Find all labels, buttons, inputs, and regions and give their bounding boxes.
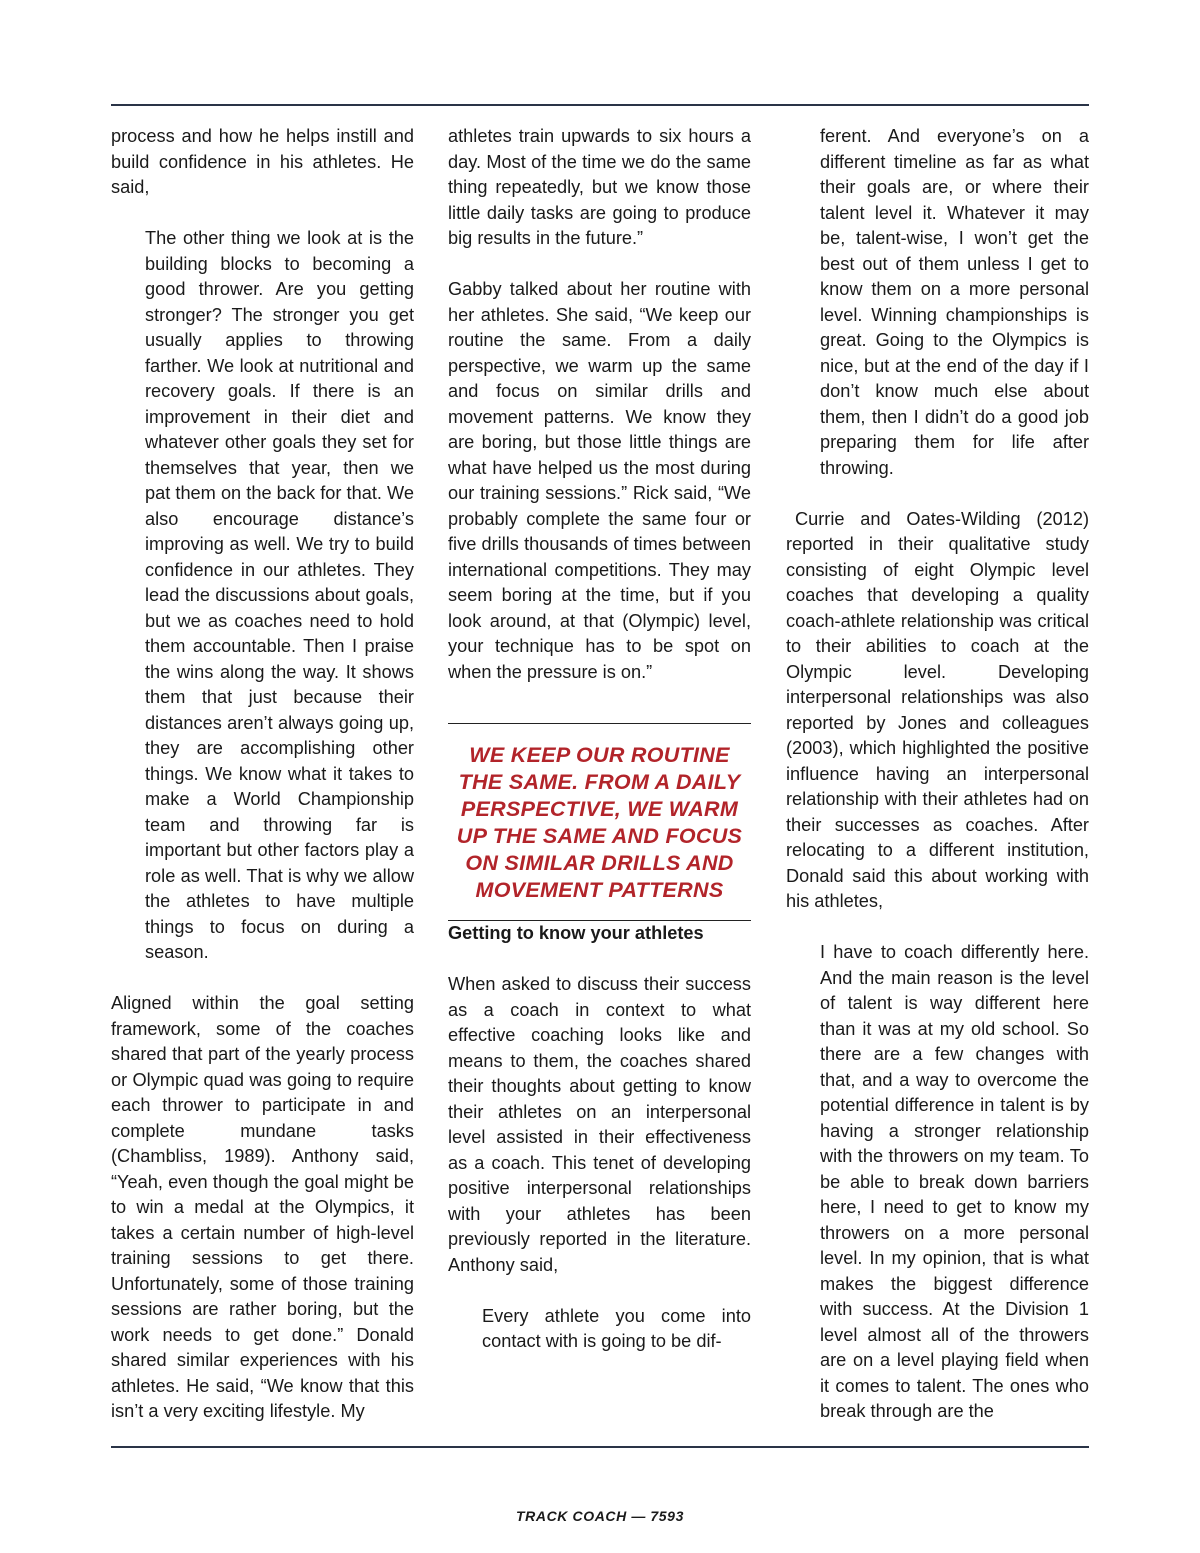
continuation-paragraph: athletes train upwards to six hours a day. Most of the time we do the same thing repeatedly, but we know those little daily tasks are going to produce big results in the future.” [448,126,751,248]
block-quote: I have to coach differently here. And the main reason is the level of talent is way different here than it was at my old school. So there are a few changes with that, and a way to overcome the potential difference in talent is by having a stronger relationship with the throwers on my team. To be able to break down barriers here, I need to get to know my throwers on a more personal level. In my opinion, that is what makes the biggest difference with success. At the Division 1 level almost all of the throwers are on a level playing field when it comes to talent. The ones who break through are the [820,942,1089,1421]
page-footer: TRACK COACH — 7593 [516,1508,684,1524]
block-quote: The other thing we look at is the building blocks to becoming a good thrower. Are you getting stronger? The stronger you get usually applies to throwing farther. We look at nutritional and recovery goals. If there is an improvement in their diet and whatever other goals they set for themselves that year, then we pat them on the back for that. We also encourage distance’s improving as well. We try to build confidence in our athletes. They lead the discussions about goals, but we as coaches need to hold them accountable. Then I praise the wins along the way. It shows them that just because their distances aren’t always going up, they are accomplishing other things. We know what it takes to make a World Championship team and throwing far is important but other factors play a role as well. That is why we allow the athletes to have multiple things to focus on during a season. [145,228,414,962]
section-heading: Getting to know your athletes [448,923,704,943]
body-paragraph: Aligned within the goal setting framework, some of the coaches shared that part of the yearly process or Olympic quad was going to require each thrower to participate in and complete mundane tasks (Chambliss, 1989). Anthony said, “Yeah, even though the goal might be to win a medal at the Olympics, it takes a certain number of high-level training sessions to get there. Unfortunately, some of those training sessions are rather boring, but the work needs to get done.” Donald shared similar experiences with his athletes. He said, “We know that this isn’t a very exciting lifestyle. My [111,993,414,1421]
bottom-rule [111,1446,1089,1448]
column-2 [448,124,751,1355]
column-1 [111,124,414,1425]
intro-paragraph: process and how he helps instill and build confidence in his athletes. He said, [111,126,414,197]
body-paragraph: Currie and Oates-Wilding (2012) reported in their qualitative study consisting of eight Olympic level coaches that developing a quality coach-athlete relationship was critical to their abilities to coach at the Olympic level. Developing interpersonal relationships was also reported by Jones and colleagues (2003), which highlighted the positive influence having an interpersonal relationship with their athletes had on their successes as coaches. After relocating to a different institution, Donald said this about working with his athletes, [786,508,1089,911]
body-paragraph: When asked to discuss their success as a coach in context to what effective coaching looks like and means to them, the coaches shared their thoughts about getting to know their athletes on an interpersonal level assisted in their effectiveness as a coach. This tenet of developing positive interpersonal relationships with your athletes has been previously reported in the literature. Anthony said, [448,974,751,1275]
pull-quote: WE KEEP OUR ROUTINE THE SAME. FROM A DAILY PERSPECTIVE, WE WARM UP THE SAME AND FOCUS ON SIMILAR DRILLS AND MOVEMENT PATTERNS [448,723,751,921]
block-quote-continued: ferent. And everyone’s on a different timeline as far as what their goals are, or where their talent level it. Whatever it may be, talent-wise, I won’t get the best out of them unless I get to know them on a more personal level. Winning championships is great. Going to the Olympics is nice, but at the end of the day if I don’t know much else about them, then I didn’t do a good job preparing them for life after throwing. [820,126,1089,478]
block-quote: Every athlete you come into contact with is going to be dif- [482,1305,751,1351]
column-3 [786,124,1089,1425]
body-paragraph: Gabby talked about her routine with her athletes. She said, “We keep our routine the same. From a daily perspective, we warm up the same and focus on similar drills and movement patterns. We know they are boring, but those little things are what have helped us the most during our training sessions.” Rick said, “We probably complete the same four or five drills thousands of times between international competitions. They may seem boring at the time, but if you look around, at that (Olympic) level, your technique has to be spot on when the pressure is on.” [448,279,751,682]
top-rule [111,104,1089,106]
